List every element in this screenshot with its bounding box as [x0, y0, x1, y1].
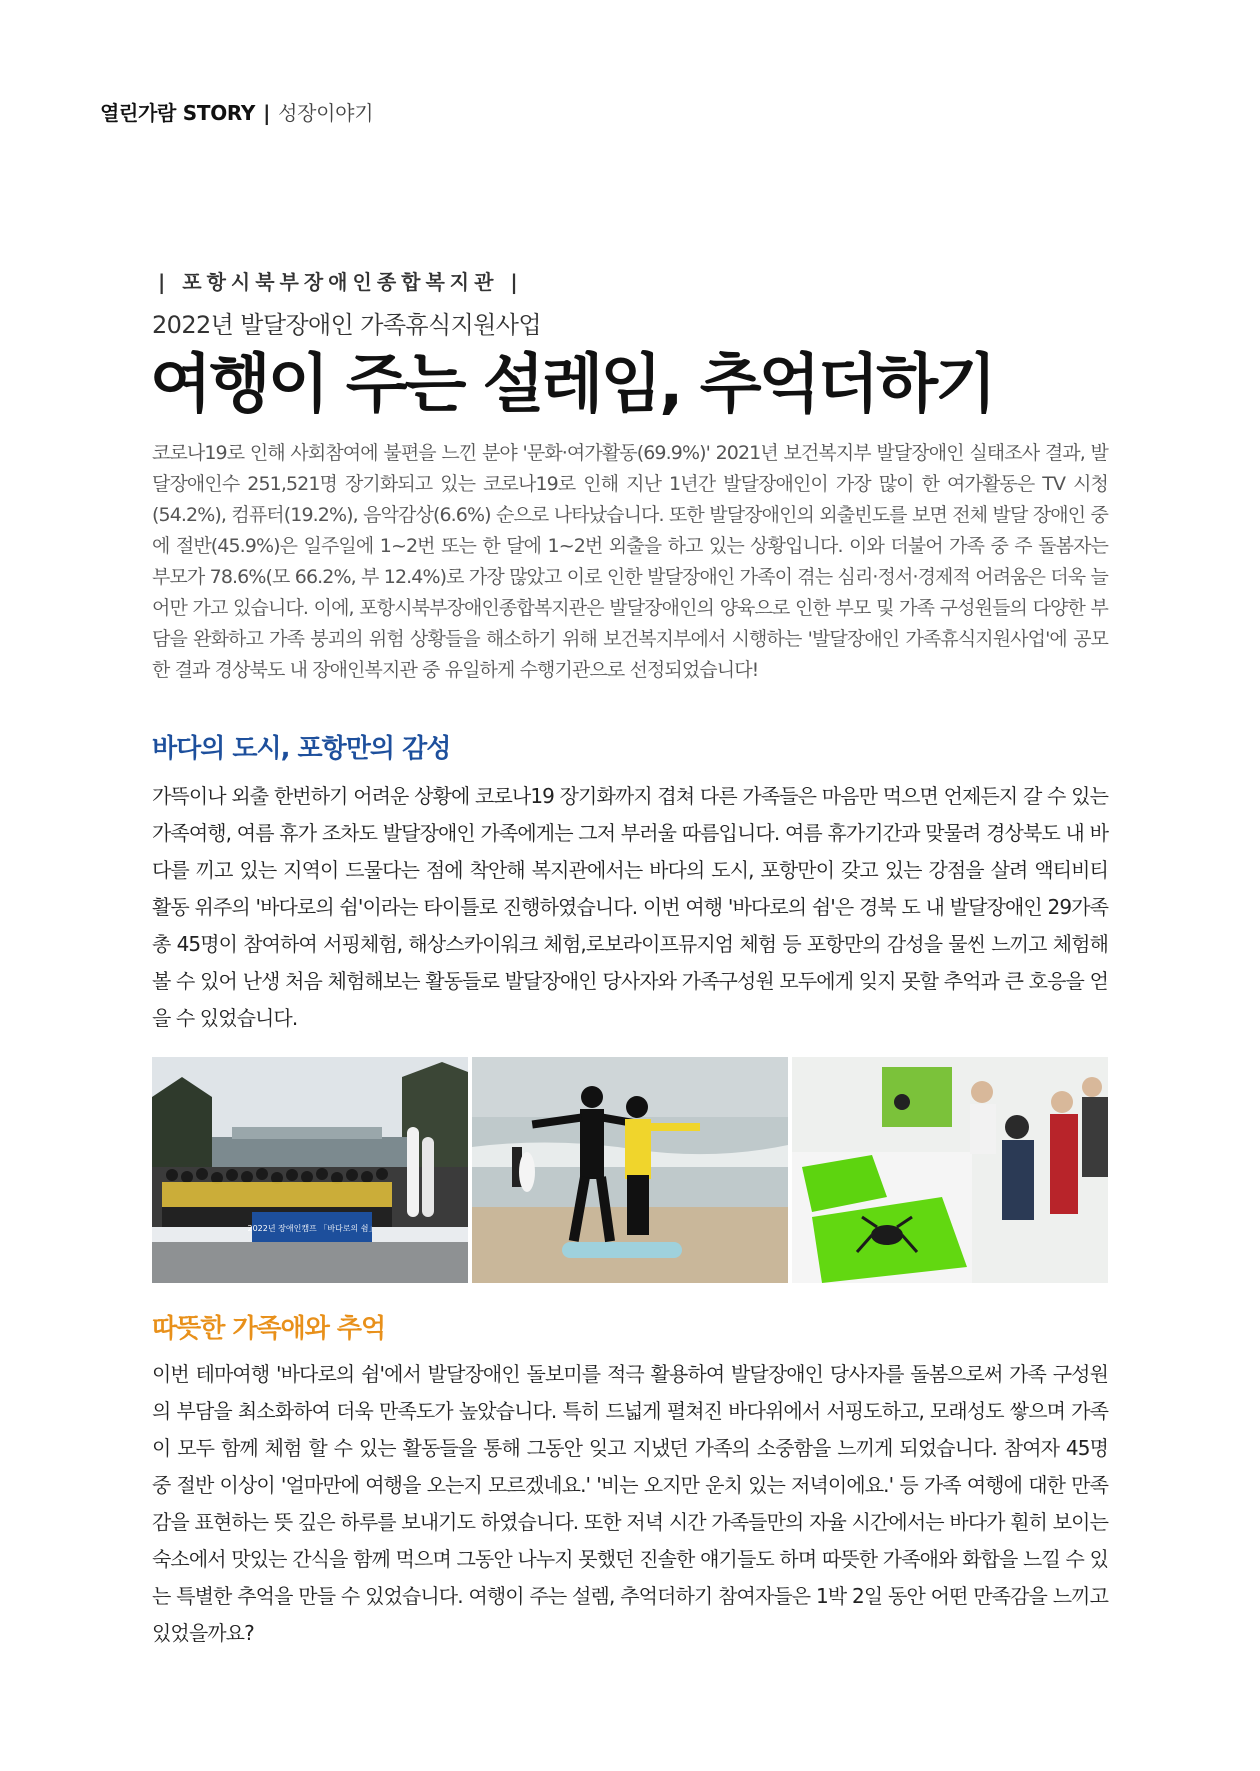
running-head [100, 97, 373, 126]
robot-museum-photo [792, 1057, 1108, 1283]
magazine-brand: 열린가람 STORY [100, 101, 256, 125]
article-subtitle: 2022년 발달장애인 가족휴식지원사업 [152, 311, 541, 339]
surfing-photo [472, 1057, 788, 1283]
group-photo [152, 1057, 468, 1283]
organization-label: | 포항시북부장애인종합복지관 | [158, 270, 523, 294]
section1-body: 가뜩이나 외출 한번하기 어려운 상황에 코로나19 장기화까지 겹쳐 다른 가족들은 마음만 먹으면 언제든지 갈 수 있는 가족여행, 여름 휴가 조차도 발달장애인 가족에게는 그저 부러울 따름입니다. 여름 휴가기간과 맞물려 경상북도 내 바다를 끼고 있는 지역이 드물다는 점에 착안해 복지관에서는 바다의 도시, 포항만이 갖고 있는 강점을 살려 액티비티 활동 위주의 '바다로의 쉼'이라는 타이틀로 진행하였습니다. 이번 여행 '바다로의 쉼'은 경북 도 내 발달장애인 29가족 총 45명이 참여하여 서핑체험, 해상스카이워크 체험,로보라이프뮤지엄 체험 등 포항만의 감성을 물씬 느끼고 체험해 볼 수 있어 난생 처음 체험해보는 활동들로 발달장애인 당사자와 가족구성원 모두에게 잊지 못할 추억과 큰 호응을 얻을 수 있었습니다. [152, 784, 1108, 1030]
photo-strip [152, 1057, 1108, 1283]
section2-heading: 따뜻한 가족애와 추억 [152, 1314, 386, 1344]
section2-body: 이번 테마여행 '바다로의 쉼'에서 발달장애인 돌보미를 적극 활용하여 발달장애인 당사자를 돌봄으로써 가족 구성원의 부담을 최소화하여 더욱 만족도가 높았습니다. 특히 드넓게 펼쳐진 바다위에서 서핑도하고, 모래성도 쌓으며 가족이 모두 함께 체험 할 수 있는 활동들을 통해 그동안 잊고 지냈던 가족의 소중함을 느끼게 되었습니다. 참여자 45명 중 절반 이상이 '얼마만에 여행을 오는지 모르겠네요.' '비는 오지만 운치 있는 저녁이에요.' 등 가족 여행에 대한 만족감을 표현하는 뜻 깊은 하루를 보내기도 하였습니다. 또한 저녁 시간 가족들만의 자율 시간에서는 바다가 훤히 보이는 숙소에서 맛있는 간식을 함께 먹으며 그동안 나누지 못했던 진솔한 얘기들도 하며 따뜻한 가족애와 화합을 느낄 수 있는 특별한 추억을 만들 수 있었습니다. 여행이 주는 설렘, 추억더하기 참여자들은 1박 2일 동안 어떤 만족감을 느끼고 있었을까요? [152, 1362, 1108, 1645]
header-separator: | [263, 101, 271, 125]
article-title: 여행이 주는 설레임, 추억더하기 [150, 348, 994, 422]
intro-paragraph: 코로나19로 인해 사회참여에 불편을 느낀 분야 '문화·여가활동(69.9%)' 2021년 보건복지부 발달장애인 실태조사 결과, 발달장애인수 251,521명 장기화되고 있는 코로나19로 인해 지난 1년간 발달장애인이 가장 많이 한 여가활동은 TV 시청 (54.2%), 컴퓨터(19.2%), 음악감상(6.6%) 순으로 나타났습니다. 또한 발달장애인의 외출빈도를 보면 전체 발달 장애인 중에 절반(45.9%)은 일주일에 1~2번 또는 한 달에 1~2번 외출을 하고 있는 상황입니다. 이와 더불어 가족 중 주 돌봄자는 부모가 78.6%(모 66.2%, 부 12.4%)로 가장 많았고 이로 인한 발달장애인 가족이 겪는 심리·정서·경제적 어려움은 더욱 늘어만 가고 있습니다. 이에, 포항시북부장애인종합복지관은 발달장애인의 양육으로 인한 부모 및 가족 구성원들의 다양한 부담을 완화하고 가족 붕괴의 위험 상황들을 해소하기 위해 보건복지부에서 시행하는 '발달장애인 가족휴식지원사업'에 공모한 결과 경상북도 내 장애인복지관 중 유일하게 수행기관으로 선정되었습니다! [152, 442, 1108, 681]
section1-heading: 바다의 도시, 포항만의 감성 [152, 734, 451, 764]
banner-text: 2022년 장애인캠프 「바다로의 쉼」 [247, 1224, 377, 1233]
section-name: 성장이야기 [278, 101, 374, 125]
